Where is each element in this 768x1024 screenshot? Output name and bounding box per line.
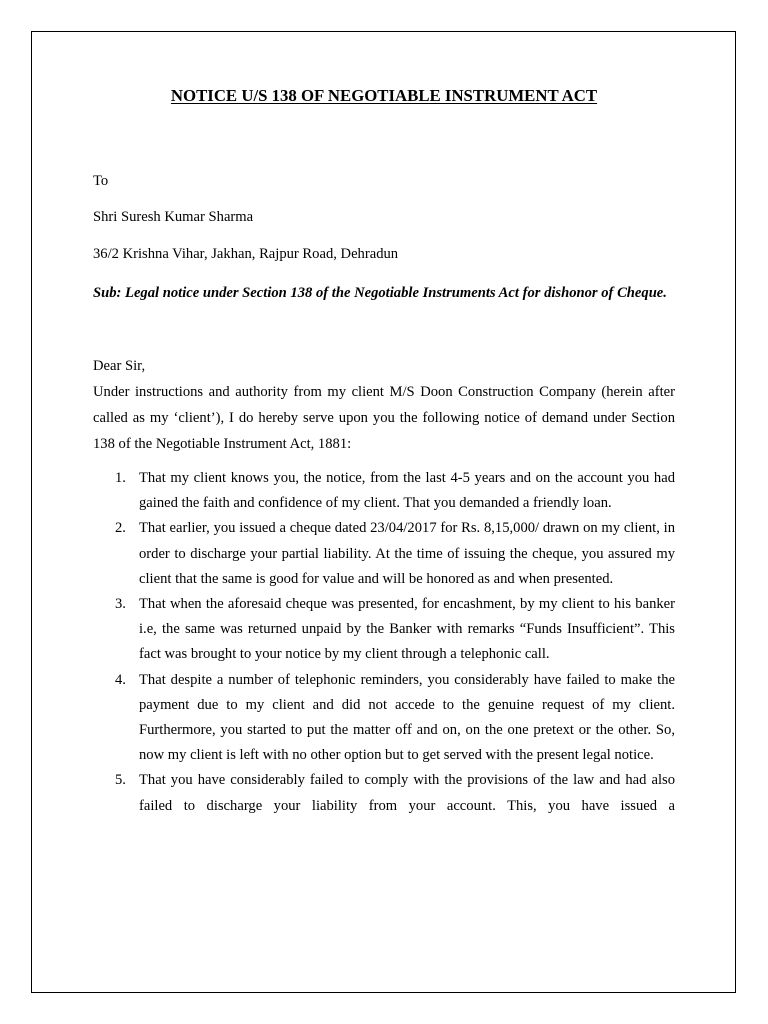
point-number: 4. bbox=[115, 671, 126, 688]
point-text: That earlier, you issued a cheque dated 23/04/2017 for Rs. 8,15,000/ drawn on my client, in order to discharge your partial liability. At the time of issuing the cheque, you assured my client that the same is good for value and will be honored as and when presented. bbox=[139, 520, 675, 587]
recipient-name: Shri Suresh Kumar Sharma bbox=[93, 209, 254, 225]
point-number: 2. bbox=[115, 520, 126, 537]
list-item bbox=[115, 466, 675, 516]
point-text: That despite a number of telephonic reminders, you considerably have failed to make the payment due to my client and did not accede to the genuine request of my client. Furthermore, you started to put the matter off and on, on the one pretext or the other. So, now my client is left with no other option but to get served with the present legal notice. bbox=[139, 671, 675, 764]
point-text: That my client knows you, the notice, from the last 4-5 years and on the account you had gained the faith and confidence of my client. That you demanded a friendly loan. bbox=[139, 470, 675, 512]
list-item bbox=[115, 592, 675, 668]
subject-line: Sub: Legal notice under Section 138 of the Negotiable Instruments Act for dishonor of Cheque. bbox=[93, 285, 667, 301]
list-item bbox=[115, 768, 675, 818]
point-number: 3. bbox=[115, 596, 126, 613]
intro-paragraph: Under instructions and authority from my client M/S Doon Construction Company (herein after called as my ‘client’), I do hereby serve upon you the following notice of demand under Section 138 of the Negotiable Instrument Act, 1881: bbox=[93, 384, 675, 452]
list-item bbox=[115, 668, 675, 769]
point-text: That when the aforesaid cheque was presented, for encashment, by my client to his banker i.e, the same was returned unpaid by the Banker with remarks “Funds Insufficient”. This fact was brought to your notice by my client through a telephonic call. bbox=[139, 596, 675, 663]
to-label: To bbox=[93, 173, 109, 189]
point-text: That you have considerably failed to comply with the provisions of the law and had also failed to discharge your liability from your account. This, you have issued a bbox=[139, 772, 675, 814]
notice-points-list bbox=[115, 466, 675, 819]
recipient-address: 36/2 Krishna Vihar, Jakhan, Rajpur Road, Dehradun bbox=[93, 246, 399, 262]
salutation: Dear Sir, bbox=[93, 358, 146, 374]
point-number: 1. bbox=[115, 470, 126, 486]
list-item bbox=[115, 516, 675, 592]
page-title: NOTICE U/S 138 OF NEGOTIABLE INSTRUMENT ACT bbox=[170, 86, 598, 105]
point-number: 5. bbox=[115, 772, 126, 789]
